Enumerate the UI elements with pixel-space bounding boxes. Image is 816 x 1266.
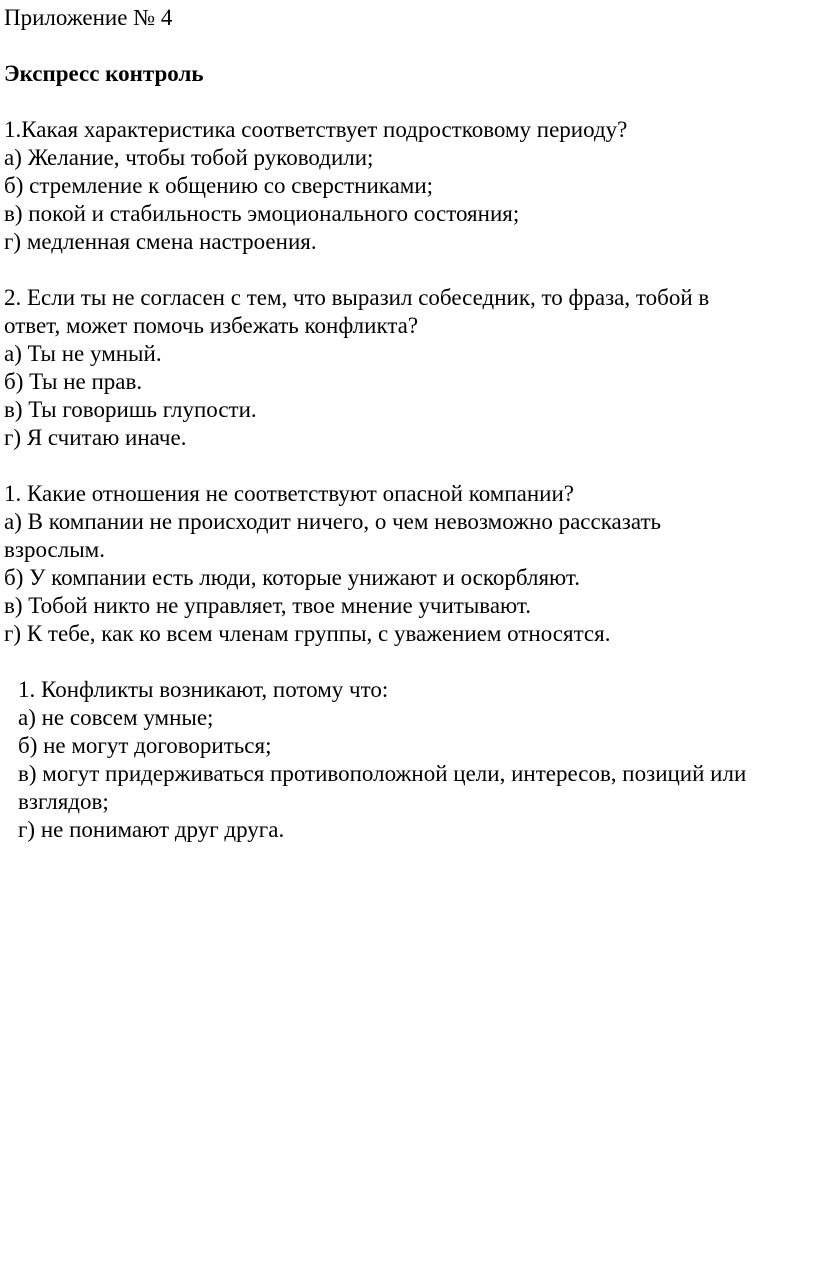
answer-option: б) У компании есть люди, которые унижают и оскорбляют. [4,565,580,590]
appendix-label: Приложение № 4 [4,5,173,30]
page-title: Экспресс контроль [4,61,204,86]
answer-option-continued: взрослым. [4,537,105,562]
answer-option: в) могут придерживаться противоположной цели, интересов, позиций или [18,761,747,786]
question-text-continued: ответ, может помочь избежать конфликта? [4,313,419,338]
answer-option: г) К тебе, как ко всем членам группы, с уважением относятся. [4,621,611,646]
answer-option: а) В компании не происходит ничего, о чем невозможно рассказать [4,509,661,534]
answer-option: в) Ты говоришь глупости. [4,397,257,422]
answer-option-continued: взглядов; [18,789,109,814]
question-text: 1. Конфликты возникают, потому что: [18,677,389,702]
answer-option: в) покой и стабильность эмоционального состояния; [4,201,520,226]
answer-option: г) Я считаю иначе. [4,425,187,450]
answer-option: а) не совсем умные; [18,705,214,730]
answer-option: а) Ты не умный. [4,341,162,366]
answer-option: б) Ты не прав. [4,369,143,394]
question-text: 2. Если ты не согласен с тем, что выразил собеседник, то фраза, тобой в [4,285,710,310]
answer-option: г) не понимают друг друга. [18,817,285,842]
answer-option: г) медленная смена настроения. [4,229,317,254]
answer-option: а) Желание, чтобы тобой руководили; [4,145,374,170]
question-text: 1. Какие отношения не соответствуют опасной компании? [4,481,574,506]
answer-option: б) не могут договориться; [18,733,272,758]
answer-option: в) Тобой никто не управляет, твое мнение учитывают. [4,593,532,618]
answer-option: б) стремление к общению со сверстниками; [4,173,434,198]
question-text: 1.Какая характеристика соответствует подростковому периоду? [4,117,628,142]
